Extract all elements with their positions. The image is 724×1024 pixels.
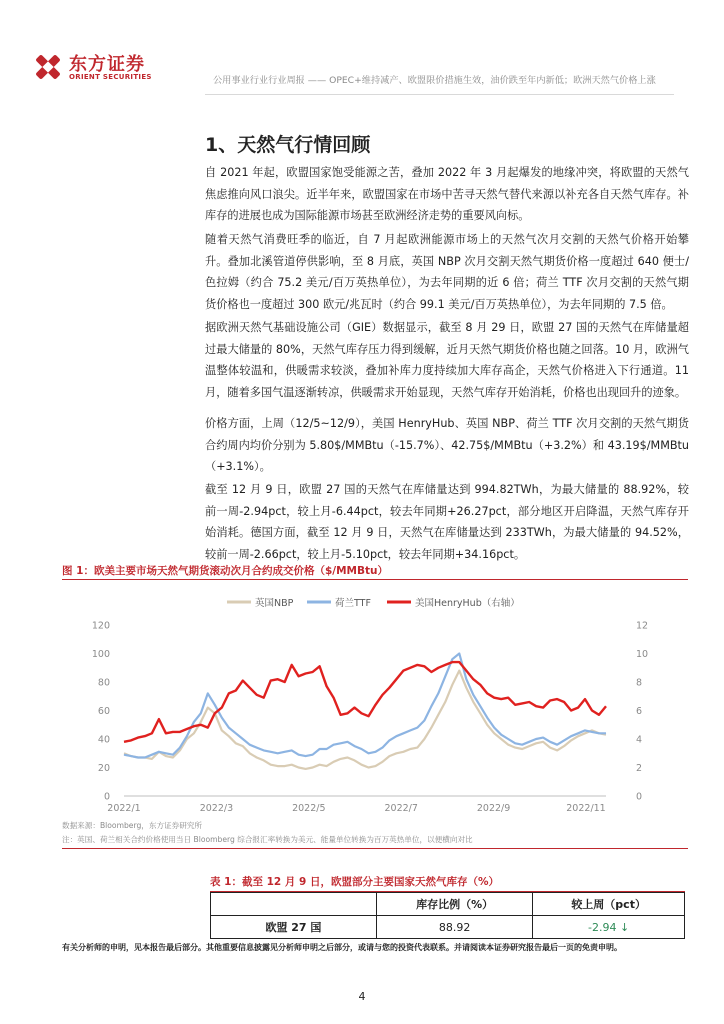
section-title: 1、天然气行情回顾 [205, 134, 371, 156]
chart-legend [227, 597, 520, 609]
figure-bottom-rule [62, 848, 688, 849]
figure-notes [62, 819, 473, 847]
brand-name-en: ORIENT SECURITIES [69, 73, 152, 81]
y-right-tick-label: 6 [636, 706, 643, 717]
table-header-row [211, 893, 685, 916]
y-right-tick-label: 10 [636, 649, 649, 660]
row-ratio: 88.92 [376, 916, 532, 939]
y-axis-right [636, 621, 648, 803]
y-right-tick-label: 0 [636, 791, 643, 803]
row-label: 欧盟 27 国 [211, 916, 377, 939]
table-row [211, 916, 685, 939]
y-left-tick-label: 120 [91, 620, 110, 632]
y-right-tick-label: 12 [636, 620, 649, 632]
y-right-tick-label: 8 [636, 677, 643, 689]
company-logo [33, 48, 163, 88]
table-header-cell: 库存比例（%） [376, 893, 532, 916]
table-header-cell: 较上周（pct） [533, 893, 685, 916]
paragraph-2: 随着天然气消费旺季的临近，自 7 月起欧洲能源市场上的天然气次月交割的天然气价格开始攀升。叠加北溪管道停供影响，至 8 月底，英国 NBP 次月交割天然气期货价格一度超过 640 便士/色拉姆（约合 75.2 美元/百万英热单位），为去年同期的近 6 倍；荷兰 TTF 次月交割的天然气期货价格也一度超过 300 欧元/兆瓦时（约合 99.1 美元/百万英热单位），为去年同期的 7.5 倍。 [205, 233, 689, 311]
row-change: -2.94 [588, 920, 617, 934]
y-left-tick-label: 100 [91, 649, 110, 660]
down-arrow-icon: ↓ [620, 920, 630, 934]
row-change-cell [533, 916, 685, 939]
y-left-tick-label: 20 [97, 763, 110, 774]
brand-name-cn: 东方证券 [69, 54, 145, 75]
y-left-tick-label: 80 [97, 677, 110, 689]
x-tick-label: 2022/9 [476, 803, 511, 814]
x-tick-label: 2022/11 [566, 803, 606, 814]
paragraph-3: 据欧洲天然气基础设施公司（GIE）数据显示，截至 8 月 29 日，欧盟 27 国的天然气在库储量超过最大储量的 80%，天然气库存压力得到缓解，近月天然气期货价格也随之回落。10 月，欧洲气温整体较温和，供暖需求较淡，叠加补库力度持续加大库存高企，天然气价格进入下行通道。11 月，随着多国气温逐渐转凉，供暖需求开始显现，天然气库存开始消耗，价格也出现回升的迹象。 [205, 321, 689, 399]
page-number: 4 [358, 990, 366, 1003]
figure-source: 数据来源：Bloomberg，东方证券研究所 [62, 821, 203, 830]
legend-label: 荷兰TTF [335, 598, 371, 609]
y-left-tick-label: 40 [97, 734, 110, 746]
legend-label: 美国HenryHub（右轴） [415, 598, 520, 609]
figure-title: 图 1：欧美主要市场天然气期货滚动次月合约成交价格（$/MMBtu） [62, 565, 388, 577]
table-header-cell [211, 893, 377, 916]
paragraph-1: 自 2021 年起，欧盟国家饱受能源之苦，叠加 2022 年 3 月起爆发的地缘冲突，将欧盟的天然气焦虑推向风口浪尖。近半年来，欧盟国家在市场中苦寻天然气替代来源以补充各自天然气库存。补库存的进展也成为国际能源市场甚至欧洲经济走势的重要风向标。 [205, 166, 689, 222]
y-right-tick-label: 2 [636, 763, 643, 774]
paragraph-4: 价格方面，上周（12/5~12/9），美国 HenryHub、英国 NBP、荷兰 TTF 次月交割的天然气期货合约周内均价分别为 5.80$/MMBtu（-15.7%）、42.75$/MMBtu（+3.2%）和 43.19$/MMBtu（+3.1%）。 [205, 417, 689, 473]
x-tick-label: 2022/7 [384, 803, 418, 814]
running-header: 公用事业行业行业周报 —— OPEC+维持减产、欧盟限价措施生效，油价跌至年内新低；欧洲天然气价格上涨 [213, 75, 656, 86]
legend-label: 英国NBP [255, 598, 294, 609]
logo-mark-icon [33, 52, 63, 82]
gas-price-chart [62, 585, 688, 817]
y-axis-left [92, 621, 110, 803]
disclaimer: 有关分析师的申明，见本报告最后部分。其他重要信息披露见分析师申明之后部分，或请与您的投资代表联系。并请阅读本证券研究报告最后一页的免责申明。 [62, 943, 622, 952]
x-axis [107, 796, 606, 814]
y-right-tick-label: 4 [636, 734, 643, 746]
x-tick-label: 2022/5 [292, 803, 326, 814]
figure-title-rule [62, 579, 688, 580]
x-tick-label: 2022/1 [107, 803, 141, 814]
header-divider [205, 94, 674, 95]
table-title: 表 1：截至 12 月 9 日，欧盟部分主要国家天然气库存（%） [210, 876, 500, 888]
figure-note: 注：英国、荷兰相关合约价格使用当日 Bloomberg 综合报汇率转换为美元、能量单位转换为百万英热单位，以便横向对比 [62, 835, 473, 844]
y-left-tick-label: 60 [97, 706, 110, 717]
chart-canvas [62, 585, 688, 817]
gas-storage-table [210, 892, 685, 939]
x-tick-label: 2022/3 [199, 803, 234, 814]
y-left-tick-label: 0 [103, 791, 110, 803]
chart-series [124, 654, 606, 769]
paragraph-5: 截至 12 月 9 日，欧盟 27 国的天然气在库储量达到 994.82TWh，为最大储量的 88.92%，较前一周-2.94pct，较上月-6.44pct，较去年同期+26.27pct，部分地区开启降温，天然气库存开始消耗。德国方面，截至 12 月 9 日，天然气在库储量达到 233TWh，为最大储量的 94.52%，较前一周-2.66pct，较上月-5.10pct，较去年同期+34.16pct。 [205, 483, 689, 561]
